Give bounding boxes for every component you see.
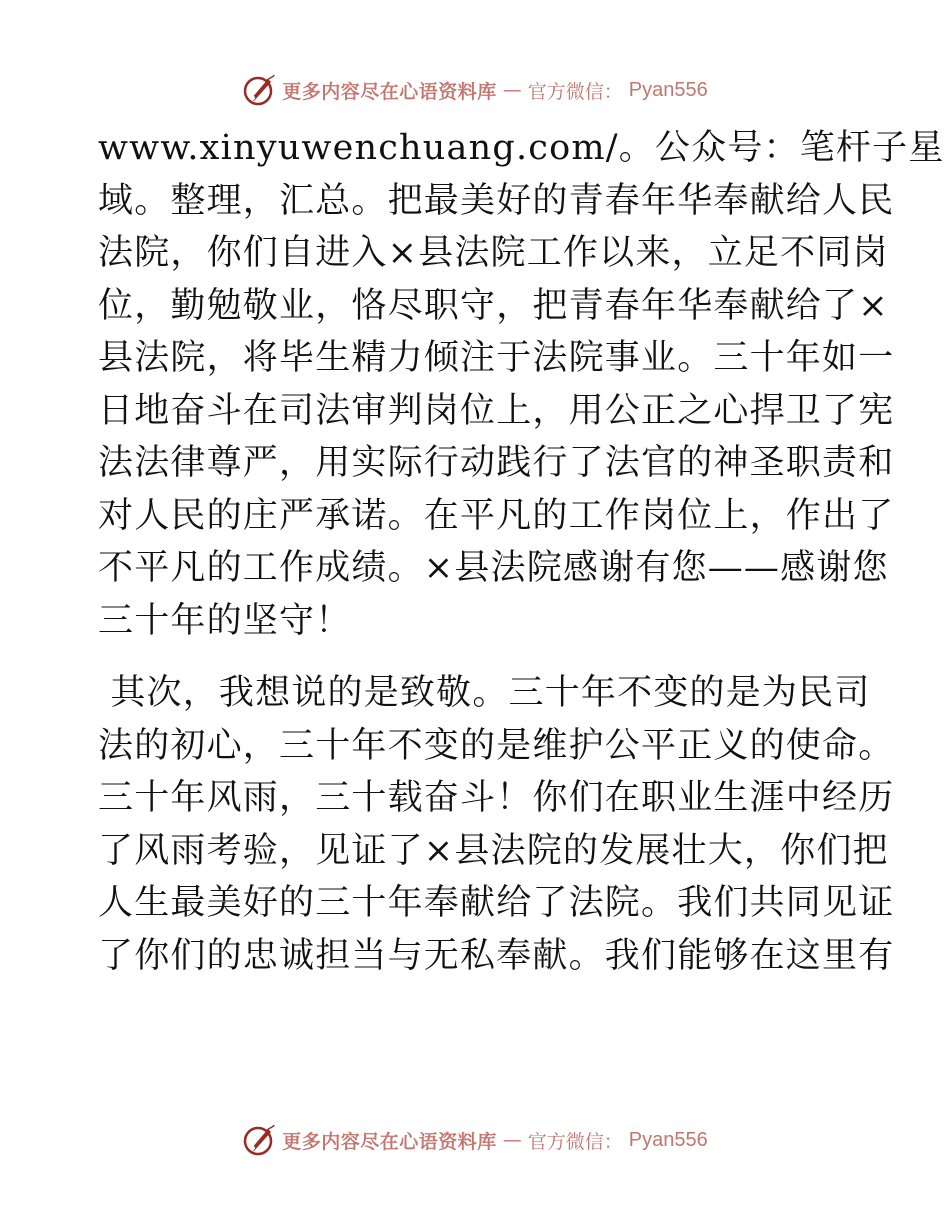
text-line: 人生最美好的三十年奉献给了法院。我们共同见证: [98, 883, 895, 923]
header-dash: —: [502, 79, 522, 101]
text-line: 域。整理，汇总。把最美好的青春年华奉献给人民: [98, 180, 895, 221]
quill-pen-logo-icon: [242, 73, 276, 107]
text-line: 对人民的庄严承诺。在平凡的工作岗位上，作出了: [98, 495, 895, 536]
text-line: 三十年的坚守！: [98, 600, 352, 641]
text-line: 其次，我想说的是致敬。三十年不变的是为民司: [98, 673, 871, 713]
text-line: 了风雨考验，见证了×县法院的发展壮大，你们把: [98, 830, 889, 871]
header-wechat-label: 官方微信：: [527, 80, 623, 103]
header-wechat-id: Pyan556: [628, 78, 708, 101]
footer-wechat-label: 官方微信：: [527, 1130, 623, 1153]
text-line: 法的初心，三十年不变的是维护公平正义的使命。: [98, 725, 895, 766]
header-brand-text: 更多内容尽在心语资料库: [282, 80, 497, 103]
text-line: 位，勤勉敬业，恪尽职守，把青春年华奉献给了×: [98, 285, 889, 326]
text-line: 了你们的忠诚担当与无私奉献。我们能够在这里有: [98, 935, 895, 976]
text-line: www.xinyuwenchuang.com/。公众号：笔杆子星: [98, 128, 945, 168]
text-line: 三十年风雨，三十载奋斗！你们在职业生涯中经历: [98, 778, 895, 818]
text-line: 法院，你们自进入×县法院工作以来，立足不同岗: [98, 233, 889, 273]
footer-banner: [0, 1120, 950, 1160]
text-line: 日地奋斗在司法审判岗位上，用公正之心捍卫了宪: [98, 390, 895, 431]
text-line: 不平凡的工作成绩。×县法院感谢有您——感谢您: [98, 548, 889, 588]
paragraph-2: [98, 667, 895, 982]
quill-pen-logo-icon: [242, 1123, 276, 1157]
paragraph-1: [98, 122, 945, 647]
header-banner: [0, 70, 950, 110]
document-body: [98, 122, 945, 982]
footer-wechat-id: Pyan556: [628, 1128, 708, 1151]
footer-dash: —: [502, 1129, 522, 1151]
text-line: 法法律尊严，用实际行动践行了法官的神圣职责和: [98, 443, 895, 483]
text-line: 县法院，将毕生精力倾注于法院事业。三十年如一: [98, 338, 895, 378]
footer-brand-text: 更多内容尽在心语资料库: [282, 1130, 497, 1153]
